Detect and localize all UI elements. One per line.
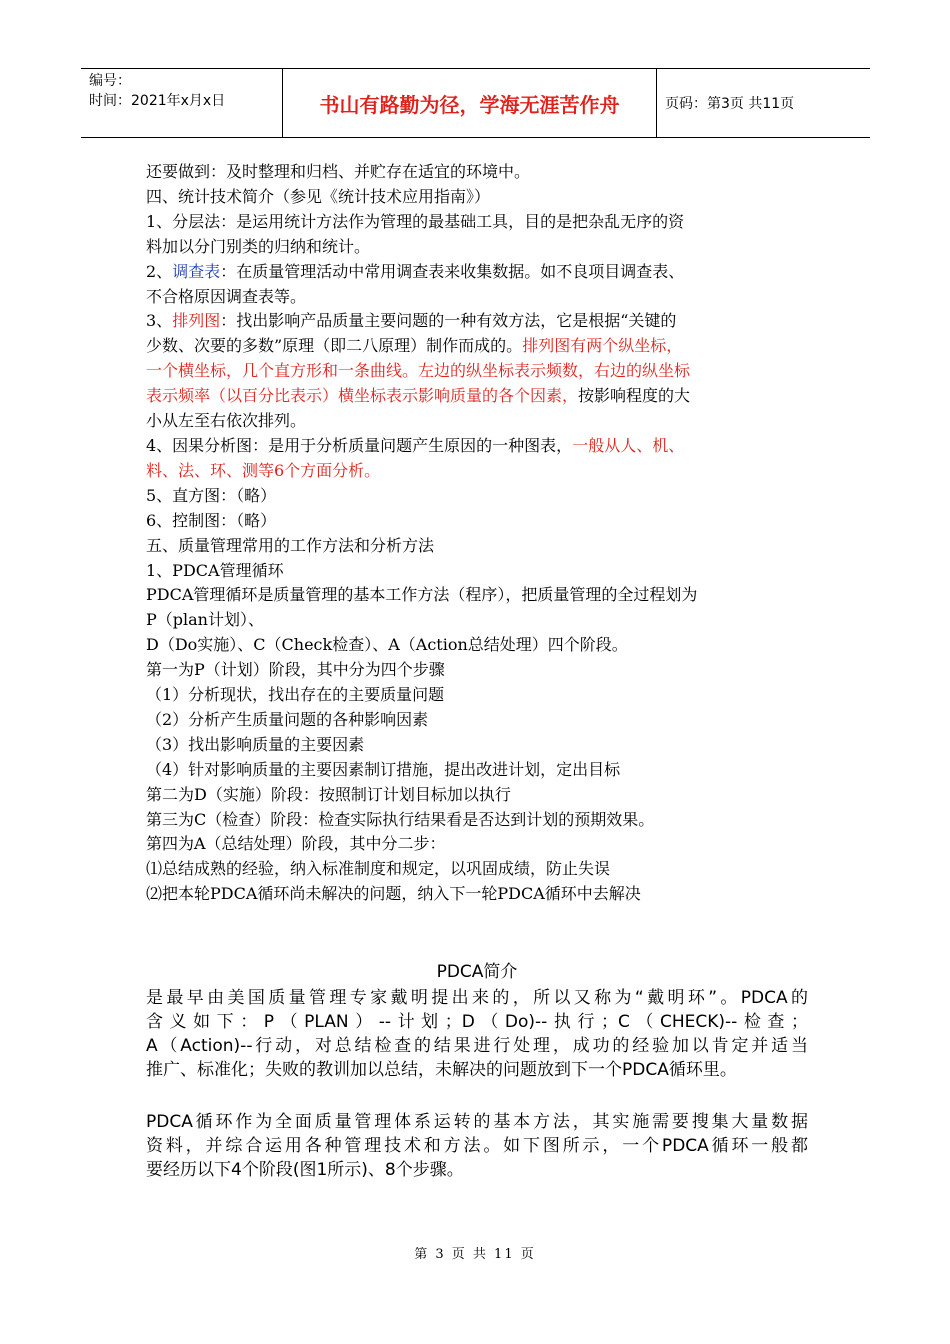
text-span: 少数、次要的多数”原理（即二八原理）制作而成的。 <box>146 336 523 356</box>
highlight-term: 调查表 <box>172 261 221 281</box>
section-title: PDCA简介 <box>436 962 518 982</box>
text-line: 第四为A（总结处理）阶段，其中分二步： <box>146 834 446 854</box>
text-span: ：在质量管理活动中常用调查表来收集数据。如不良项目调查表、 <box>220 261 685 281</box>
text-line: 6、控制图：（略） <box>146 510 277 530</box>
header-left-cell <box>81 69 283 137</box>
text-line: 资料，并综合运用各种管理技术和方法。如下图所示，一个PDCA循环一般都 <box>146 1136 808 1156</box>
text-line: 第三为C（检查）阶段：检查实际执行结果看是否达到计划的预期效果。 <box>146 809 655 829</box>
text-line: 是最早由美国质量管理专家戴明提出来的，所以又称为“戴明环”。PDCA的 <box>146 988 808 1008</box>
text-line: PDCA循环作为全面质量管理体系运转的基本方法，其实施需要搜集大量数据 <box>146 1112 808 1132</box>
header-motto: 书山有路勤为径，学海无涯苦作舟 <box>283 69 657 137</box>
text-line: A（Action)--行动，对总结检查的结果进行处理，成功的经验加以肯定并适当 <box>146 1036 808 1056</box>
number-label: 编号： <box>89 73 131 89</box>
text-line <box>146 384 806 409</box>
text-line: 不合格原因调查表等。 <box>146 286 307 306</box>
text-line: 五、质量管理常用的工作方法和分析方法 <box>146 535 435 555</box>
text-line: （4）针对影响质量的主要因素制订措施，提出改进计划，定出目标 <box>146 759 621 779</box>
highlight-text: 一般从人、机、 <box>572 435 685 455</box>
text-line: 5、直方图：（略） <box>146 485 277 505</box>
text-line: 要经历以下4个阶段(图1所示)、8个步骤。 <box>146 1160 464 1180</box>
text-line: PDCA管理循环是质量管理的基本工作方法（程序），把质量管理的全过程划为 <box>146 585 698 605</box>
text-line: 1、PDCA管理循环 <box>146 560 284 580</box>
text-line: （1）分析现状，找出存在的主要质量问题 <box>146 685 445 705</box>
date-label: 时间：2021年x月x日 <box>89 93 226 109</box>
text-line: 料、法、环、测等6个方面分析。 <box>146 460 381 480</box>
text-line: 一个横坐标，几个直方形和一条曲线。左边的纵坐标表示频数，右边的纵坐标 <box>146 361 691 381</box>
text-line <box>146 309 806 334</box>
highlight-text: 表示频率（以百分比表示）横坐标表示影响质量的各个因素， <box>146 386 579 406</box>
text-span: ：找出影响产品质量主要问题的一种有效方法，它是根据“关键的 <box>220 311 677 331</box>
text-line: （2）分析产生质量问题的各种影响因素 <box>146 709 429 729</box>
text-line: 第一为P（计划）阶段，其中分为四个步骤 <box>146 660 445 680</box>
highlight-text: 排列图有两个纵坐标， <box>522 336 683 356</box>
text-line: 1、分层法：是运用统计方法作为管理的最基础工具，目的是把杂乱无序的资 <box>146 211 685 231</box>
text-line: ⑴总结成熟的经验，纳入标准制度和规定，以巩固成绩，防止失误 <box>146 859 611 879</box>
text-line: 第二为D（实施）阶段：按照制订计划目标加以执行 <box>146 784 511 804</box>
text-line: 小从左至右依次排列。 <box>146 411 307 431</box>
text-line: 料加以分门别类的归纳和统计。 <box>146 236 371 256</box>
text-line: 含义如下：P（PLAN）--计划；D（Do)--执行；C（CHECK)--检查； <box>146 1012 808 1032</box>
text-span: 3、 <box>146 311 173 331</box>
text-span: 2、 <box>146 261 173 281</box>
header-page-info: 页码：第3页 共11页 <box>665 96 795 112</box>
text-line <box>146 260 806 285</box>
text-line: P（plan计划）、 <box>146 610 264 630</box>
highlight-term: 排列图 <box>172 311 221 331</box>
text-line <box>146 434 806 459</box>
text-line: 还要做到：及时整理和归档、并贮存在适宜的环境中。 <box>146 162 531 181</box>
text-line: 四、统计技术简介（参见《统计技术应用指南》） <box>146 186 491 206</box>
body-text <box>146 160 806 907</box>
pdca-paragraph-1 <box>146 986 808 1082</box>
text-span: 4、因果分析图：是用于分析质量问题产生原因的一种图表， <box>146 435 573 455</box>
text-line: ⑵把本轮PDCA循环尚未解决的问题，纳入下一轮PDCA循环中去解决 <box>146 884 641 904</box>
text-line: D（Do实施）、C（Check检查）、A（Action总结处理）四个阶段。 <box>146 635 628 655</box>
text-line <box>146 334 806 359</box>
pdca-paragraph-2 <box>146 1110 808 1182</box>
page-header <box>81 68 870 138</box>
text-line: （3）找出影响质量的主要因素 <box>146 734 365 754</box>
page-footer: 第 3 页 共 11 页 <box>414 1247 536 1262</box>
text-line: 推广、标准化；失败的教训加以总结，未解决的问题放到下一个PDCA循环里。 <box>146 1060 737 1080</box>
text-span: 按影响程度的大 <box>578 386 691 406</box>
